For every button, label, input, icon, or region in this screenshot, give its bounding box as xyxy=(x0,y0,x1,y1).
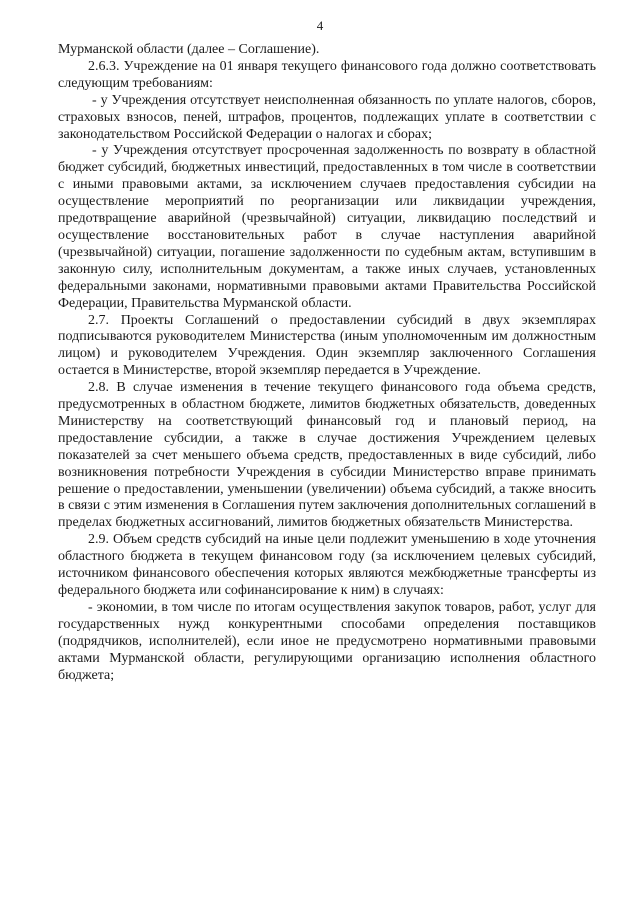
bullet-no-tax-arrears: - у Учреждения отсутствует неисполненная обязанность по уплате налогов, сборов, страховых взносов, пеней, штрафов, процентов, подлежащих уплате в соответствии с законодательством Российской Федерации о налогах и сборах; xyxy=(58,92,596,142)
paragraph-2-9: 2.9. Объем средств субсидий на иные цели подлежит уменьшению в ходе уточнения областного бюджета в текущем финансовом году (за исключением целевых субсидий, источником финансового обеспечения которых являются межбюджетные трансферты из федерального бюджета или софинансирование к ним) в случаях: xyxy=(58,532,596,598)
paragraph-2-8: 2.8. В случае изменения в течение текущего финансового года объема средств, предусмотренных в областном бюджете, лимитов бюджетных обязательств, доведенных Министерству на соответствующий финансовый год и плановый период, на предоставление субсидии, а также в случае достижения Учреждением целевых показателей за счет меньшего объема средств, предоставленных в виде субсидий, либо возникновения потребности Учреждения в субсидии Министерство вправе принимать решение о предоставлении, уменьшении (увеличении) объема субсидий, а также вносить в связи с этим изменения в Соглашения путем заключения дополнительных соглашений в пределах бюджетных ассигнований, лимитов бюджетных обязательств Министерства. xyxy=(58,380,596,531)
document-body xyxy=(58,42,596,684)
page-number: 4 xyxy=(316,18,324,33)
paragraph-continuation: Мурманской области (далее – Соглашение). xyxy=(58,42,320,57)
paragraph-2-7: 2.7. Проекты Соглашений о предоставлении субсидий в двух экземплярах подписываются руководителем Министерства (иным уполномоченным им должностным лицом) и руководителем Учреждения. Один экземпляр заключенного Соглашения остается в Министерстве, второй экземпляр передается в Учреждение. xyxy=(58,312,596,379)
paragraph-2-6-3: 2.6.3. Учреждение на 01 января текущего финансового года должно соответствовать следующим требованиям: xyxy=(58,58,596,91)
bullet-economy: - экономии, в том числе по итогам осуществления закупок товаров, работ, услуг для государственных нужд конкурентными способами определения поставщиков (подрядчиков, исполнителей), если иное не предусмотрено нормативными правовыми актами Мурманской области, регулирующими организацию исполнения областного бюджета; xyxy=(58,599,596,683)
bullet-no-overdue-debt: - у Учреждения отсутствует просроченная задолженность по возврату в областной бюджет субсидий, бюджетных инвестиций, предоставленных в том числе в соответствии с иными правовыми актами, за исключением случаев предоставления субсидии на осуществление мероприятий по реорганизации или ликвидации учреждения, предотвращение аварийной (чрезвычайной) ситуации, ликвидацию последствий и осуществление восстановительных работ в случае наступления аварийной (чрезвычайной) ситуации, погашение задолженности по судебным актам, вступившим в законную силу, исполнительным документам, а также иных случаев, установленных федеральными законами, нормативными правовыми актами Правительства Российской Федерации, Правительства Мурманской области. xyxy=(58,143,596,311)
